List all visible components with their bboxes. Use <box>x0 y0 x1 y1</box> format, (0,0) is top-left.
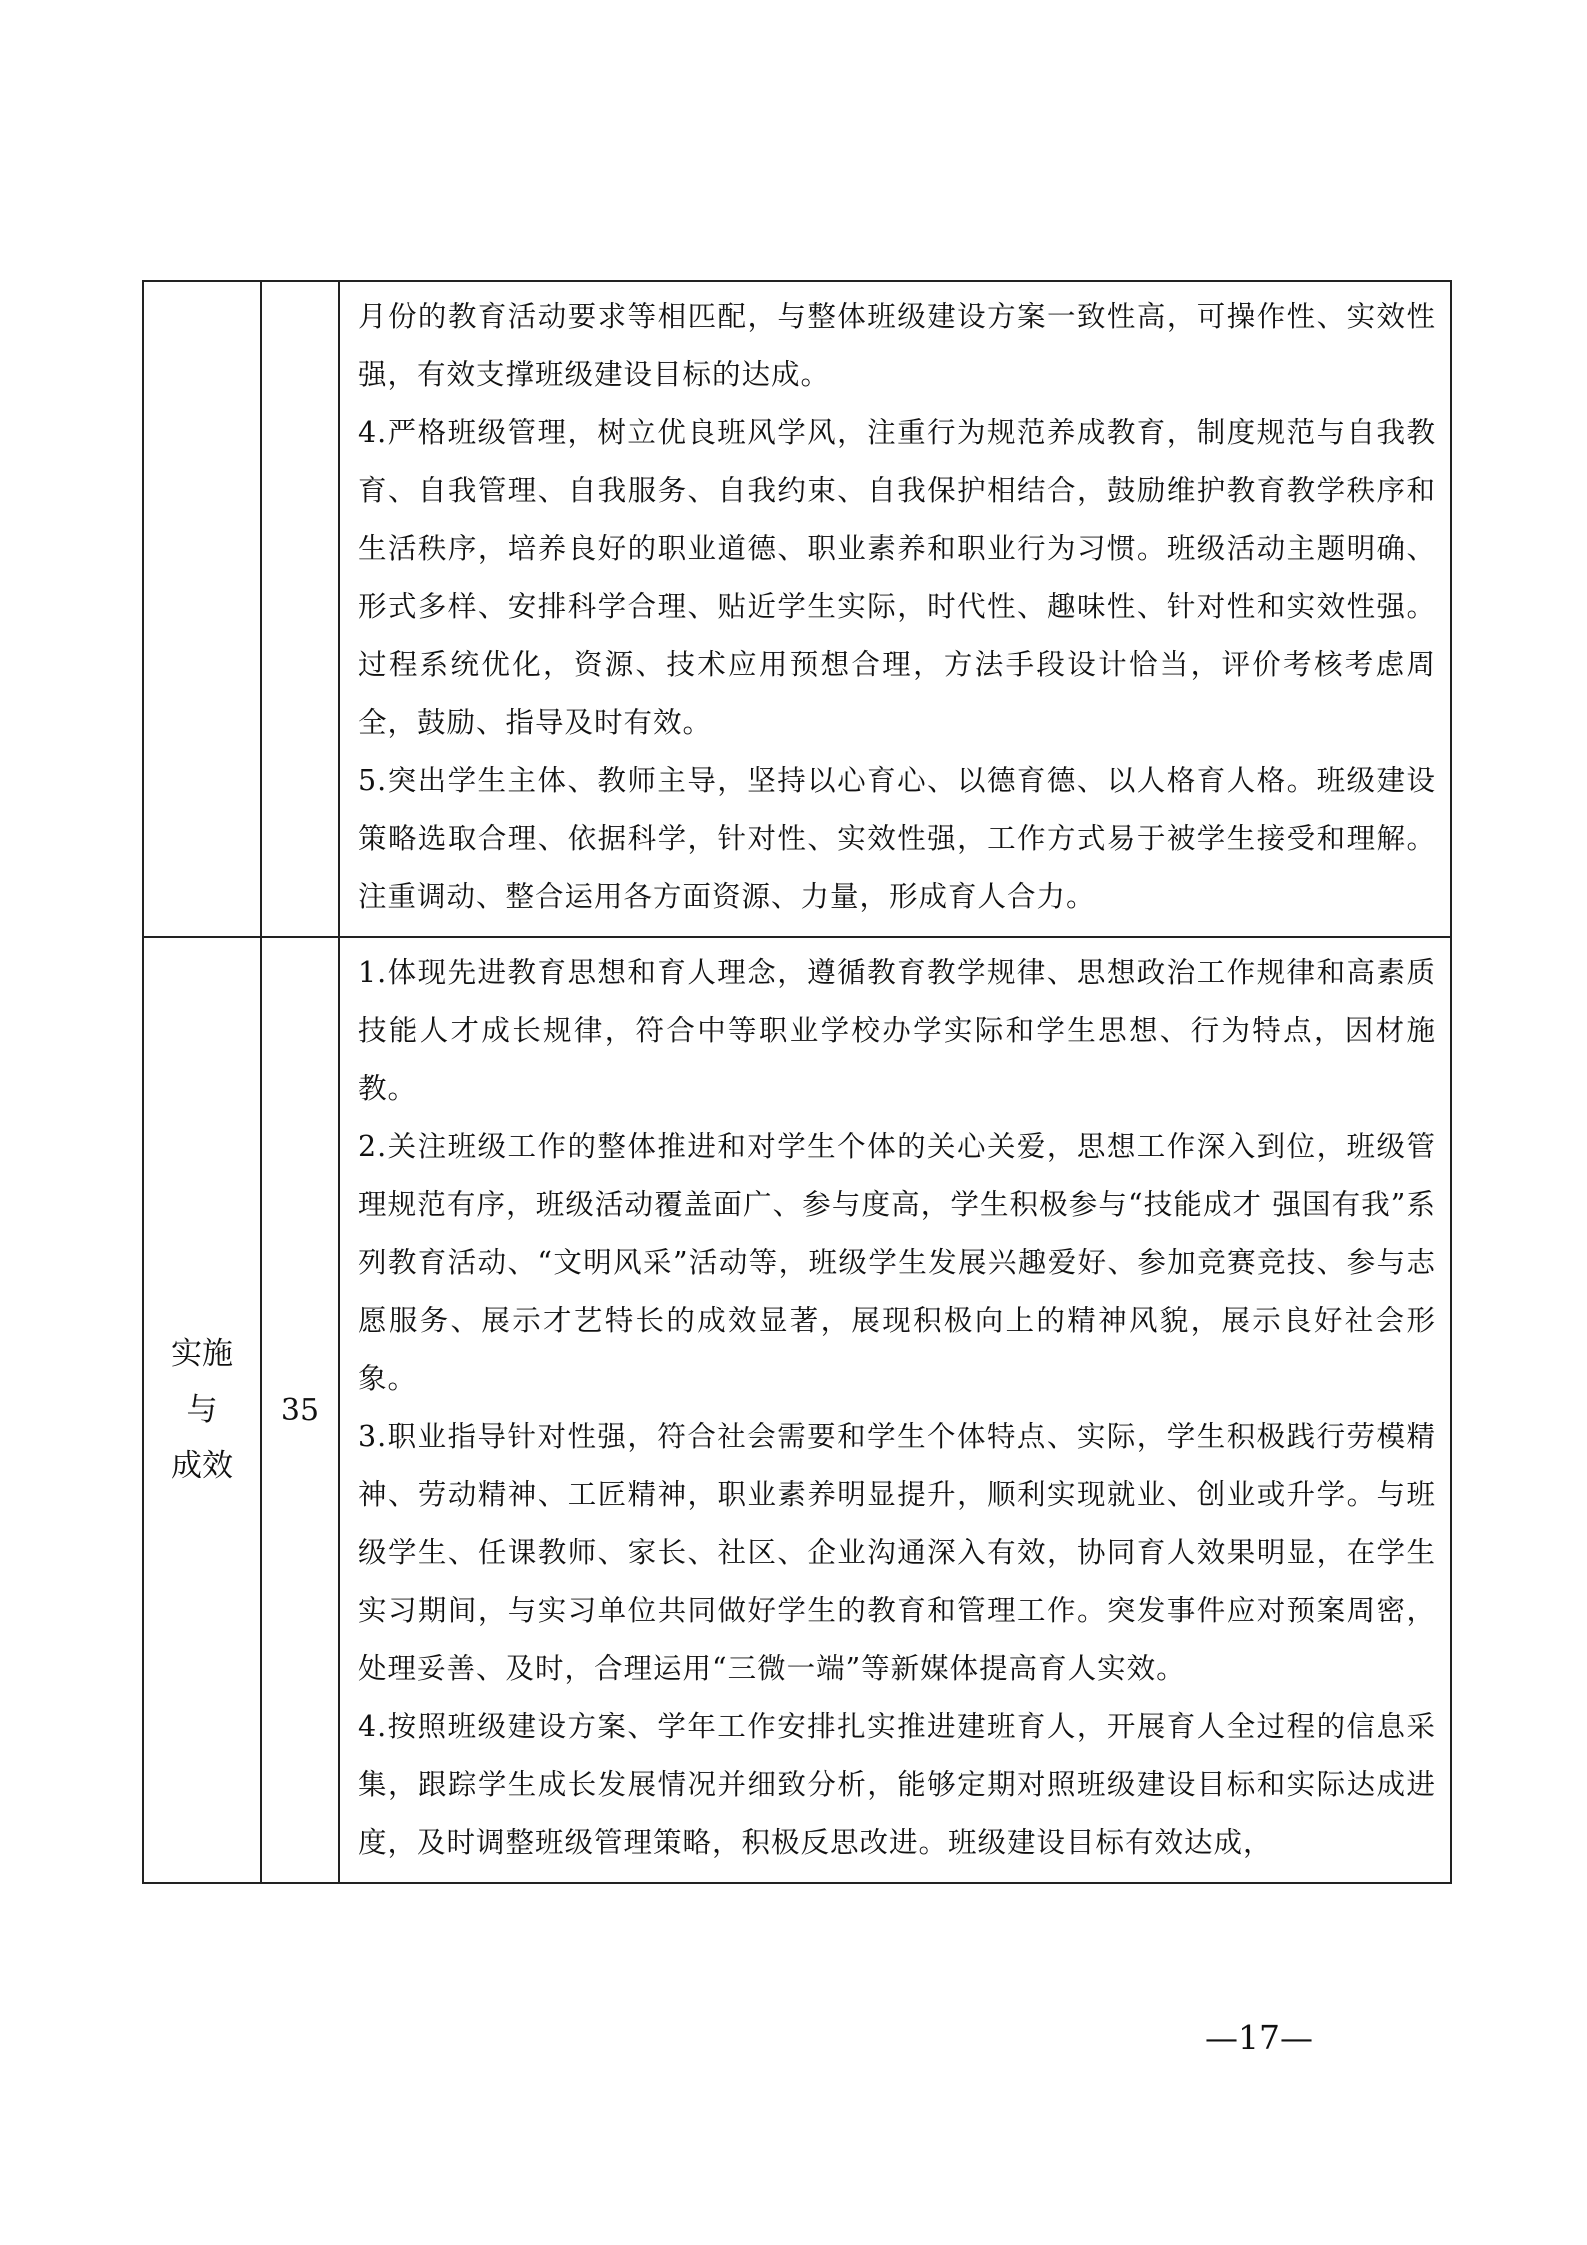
score-value: 35 <box>280 1392 320 1428</box>
table-row <box>143 281 1451 937</box>
criteria-paragraph: 4.严格班级管理，树立优良班风学风，注重行为规范养成教育，制度规范与自我教育、自我管理、自我服务、自我约束、自我保护相结合，鼓励维护教育教学秩序和生活秩序，培养良好的职业道德、职业素养和职业行为习惯。班级活动主题明确、形式多样、安排科学合理、贴近学生实际，时代性、趣味性、针对性和实效性强。过程系统优化，资源、技术应用预想合理，方法手段设计恰当，评价考核考虑周全，鼓励、指导及时有效。 <box>358 416 1436 739</box>
criteria-paragraph: 4.按照班级建设方案、学年工作安排扎实推进建班育人，开展育人全过程的信息采集，跟踪学生成长发展情况并细致分析，能够定期对照班级建设目标和实际达成进度，及时调整班级管理策略，积极反思改进。班级建设目标有效达成， <box>358 1710 1436 1859</box>
category-line: 实施 <box>171 1336 233 1372</box>
criteria-paragraph: 月份的教育活动要求等相匹配，与整体班级建设方案一致性高，可操作性、实效性强，有效支撑班级建设目标的达成。 <box>358 300 1436 391</box>
criteria-table <box>142 280 1452 1884</box>
criteria-paragraph: 1.体现先进教育思想和育人理念，遵循教育教学规律、思想政治工作规律和高素质技能人才成长规律，符合中等职业学校办学实际和学生思想、行为特点，因材施教。 <box>358 956 1436 1105</box>
page-number: —17— <box>1205 2018 1313 2057</box>
score-cell <box>261 281 339 937</box>
criteria-paragraph: 2.关注班级工作的整体推进和对学生个体的关心关爱，思想工作深入到位，班级管理规范有序，班级活动覆盖面广、参与度高，学生积极参与“技能成才 强国有我”系列教育活动、“文明风采”活动等，班级学生发展兴趣爱好、参加竞赛竞技、参与志愿服务、展示才艺特长的成效显著，展现积极向上的精神风貌，展示良好社会形象。 <box>358 1130 1436 1395</box>
category-cell <box>143 937 261 1883</box>
table-row <box>143 937 1451 1883</box>
category-line: 与 <box>186 1392 218 1428</box>
category-line: 成效 <box>171 1448 233 1484</box>
criteria-content-cell <box>339 937 1451 1883</box>
criteria-content-cell <box>339 281 1451 937</box>
score-cell <box>261 937 339 1883</box>
category-cell <box>143 281 261 937</box>
criteria-table-wrapper <box>142 280 1450 1884</box>
criteria-paragraph: 5.突出学生主体、教师主导，坚持以心育心、以德育德、以人格育人格。班级建设策略选取合理、依据科学，针对性、实效性强，工作方式易于被学生接受和理解。注重调动、整合运用各方面资源、力量，形成育人合力。 <box>358 764 1436 913</box>
criteria-paragraph: 3.职业指导针对性强，符合社会需要和学生个体特点、实际，学生积极践行劳模精神、劳动精神、工匠精神，职业素养明显提升，顺利实现就业、创业或升学。与班级学生、任课教师、家长、社区、企业沟通深入有效，协同育人效果明显，在学生实习期间，与实习单位共同做好学生的教育和管理工作。突发事件应对预案周密，处理妥善、及时，合理运用“三微一端”等新媒体提高育人实效。 <box>358 1420 1436 1685</box>
